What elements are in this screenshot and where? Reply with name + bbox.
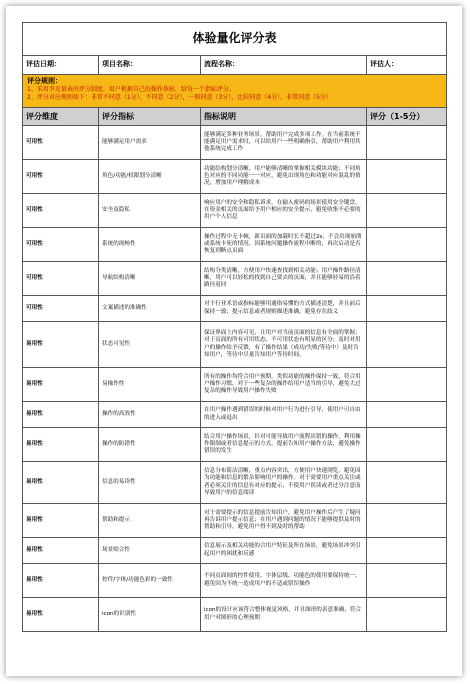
score-input-cell[interactable]	[367, 194, 447, 228]
score-input-cell[interactable]	[367, 538, 447, 564]
metric-cell: 系统的流畅性	[99, 228, 201, 262]
dimension-cell: 易用性	[23, 564, 99, 598]
dimension-cell: 易用性	[23, 538, 99, 564]
dimension-cell: 易用性	[23, 598, 99, 632]
dimension-cell: 易用性	[23, 368, 99, 402]
flow-name-label: 流程名称：	[201, 56, 367, 75]
dimension-cell: 易用性	[23, 462, 99, 504]
table-row	[23, 428, 447, 462]
metric-cell: 角色/功能/权限划分清晰	[99, 160, 201, 194]
dimension-cell: 易用性	[23, 402, 99, 428]
project-name-label: 项目名称：	[99, 56, 201, 75]
description-cell: 保证界面上内容可见，让用户对当前页面的信息有全面的掌握；对于页面的所有可用状态、不可用状态有明显的区分；及时对用户的操作给予反馈，有了操作结果（成功/失败/等待中）及时告知用户，等待中尽量告知用户等待时间。	[201, 322, 367, 368]
metric-cell: icon的识别性	[99, 598, 201, 632]
dimension-cell: 易用性	[23, 428, 99, 462]
table-row	[23, 126, 447, 160]
description-cell: 能够满足多种业务场景，帮助用户完成多项工作。在当前系统不能满足用户需求时，可以给用户一些明确指引，帮助用户利用其他系统完成工作	[201, 126, 367, 160]
score-input-cell[interactable]	[367, 160, 447, 194]
score-input-cell[interactable]	[367, 296, 447, 322]
description-cell: 对于行业术语或指标能够用通俗易懂的方式描述清楚，并且前后保持一致；提示信息或者规则描述准确，避免存在歧义	[201, 296, 367, 322]
description-cell: 功能结构划分清晰，用户能够清晰的掌握相关模块功能；不同角色对应的不同功能一一对应，避免出现角色和功能对应混乱的情况，增加用户理解成本	[201, 160, 367, 194]
score-input-cell[interactable]	[367, 564, 447, 598]
table-row	[23, 402, 447, 428]
description-cell: 响应用户的安全和隐私诉求，在输入密码的场景使用安全键盘，在资金相关的页面给予用户相应的安全提示，避免收集不必要的用户个人信息	[201, 194, 367, 228]
metric-cell: 控件/字体/功能色彩的一致性	[99, 564, 201, 598]
score-table	[22, 22, 447, 632]
table-row	[23, 262, 447, 296]
table-row	[23, 228, 447, 262]
score-input-cell[interactable]	[367, 462, 447, 504]
dimension-cell: 可用性	[23, 194, 99, 228]
table-row	[23, 368, 447, 402]
dimension-cell: 可用性	[23, 296, 99, 322]
score-input-cell[interactable]	[367, 228, 447, 262]
score-input-cell[interactable]	[367, 126, 447, 160]
metric-cell: 状态可见性	[99, 322, 201, 368]
table-row	[23, 564, 447, 598]
description-cell: icon的设计应该符合整体视觉风格，并且图形的表意准确，符合用户对图形的心理预期	[201, 598, 367, 632]
score-input-cell[interactable]	[367, 322, 447, 368]
description-cell: 对于需要提示的信息提前告知用户，避免用户操作后产生了疑问再告诉用户提示信息；在用户遇到问题的情况下能够提供及时的帮助和引导，避免用户得不到及时的帮助	[201, 504, 367, 538]
description-cell: 操作过程中无卡顿，新页面的加载时长不超过2s，不会出现崩溃或系统卡死的情况。因系统问题操作流程中断的，再次启动是否恢复到断点页面	[201, 228, 367, 262]
table-row	[23, 160, 447, 194]
dimension-cell: 易用性	[23, 504, 99, 538]
rules-line-1: 1、采用李克量表的评分制度，用户根据自己的操作体验，给每一个指标评分。	[27, 86, 235, 93]
dimension-cell: 可用性	[23, 160, 99, 194]
score-sheet	[22, 22, 446, 632]
header-description: 指标说明	[201, 108, 367, 126]
header-score: 评分（1-5分）	[367, 108, 447, 126]
score-input-cell[interactable]	[367, 262, 447, 296]
table-row	[23, 322, 447, 368]
table-row	[23, 538, 447, 564]
table-row	[23, 296, 447, 322]
table-row	[23, 598, 447, 632]
header-dimension: 评分维度	[23, 108, 99, 126]
header-metric: 评分指标	[99, 108, 201, 126]
rules-line-2: 2、评分对应规则如下：非常不同意（1分），不同意（2分），一般同意（3分），比较同意（4分），非常同意（5分）	[27, 94, 332, 101]
table-row	[23, 194, 447, 228]
metric-cell: 安全及隐私	[99, 194, 201, 228]
metric-cell: 文案描述的准确性	[99, 296, 201, 322]
metric-cell: 帮助和提示	[99, 504, 201, 538]
scoring-rules	[23, 75, 447, 108]
description-cell: 在用户操作遇到错误的时候对用户行为进行引导，使用户可自由的进入或退出	[201, 402, 367, 428]
dimension-cell: 易用性	[23, 322, 99, 368]
score-input-cell[interactable]	[367, 504, 447, 538]
metric-cell: 操作的防错性	[99, 428, 201, 462]
score-input-cell[interactable]	[367, 402, 447, 428]
description-cell: 结合用户操作场景，针对可能导致用户流程出错的操作，利用操作限制或者信息提示的方式，提前告知用户操作方法，避免操作错误的发生	[201, 428, 367, 462]
rules-title: 评分规则：	[27, 77, 62, 85]
sheet-title: 体验量化评分表	[23, 23, 447, 56]
dimension-cell: 可用性	[23, 262, 99, 296]
metric-cell: 易操作性	[99, 368, 201, 402]
metric-cell: 操作的高效性	[99, 402, 201, 428]
dimension-cell: 可用性	[23, 228, 99, 262]
dimension-cell: 可用性	[23, 126, 99, 160]
description-cell: 信息展示及相关功能的合用户特征及所在场景，避免场景冲突引起用户的困扰和反感	[201, 538, 367, 564]
metric-cell: 导航结构清晰	[99, 262, 201, 296]
metric-cell: 信息的易读性	[99, 462, 201, 504]
score-input-cell[interactable]	[367, 368, 447, 402]
description-cell: 不同页面间的控件使用、字体层级、功能色的使用要保持统一，避免因为不统一造成用户的不适或错误操作	[201, 564, 367, 598]
description-cell: 所有的操作均符合用户预期，类似功能的操作保持一致，符合用户操作习惯，对于一些复杂的操作给用户适当的引导，避免大过复杂的操作导致用户操作失败	[201, 368, 367, 402]
score-input-cell[interactable]	[367, 598, 447, 632]
description-cell: 信息分布简洁清晰，重点内容突出，方便用户快速浏览，避免因为功能和信息的繁杂影响用户的操作。对于需要用户重点关注或者必须关注的信息有对应的提示，不使用户误读或者过分注意而导致用户的信息阅读	[201, 462, 367, 504]
spreadsheet-page	[6, 6, 462, 676]
table-row	[23, 504, 447, 538]
assessment-date-label: 评估日期：	[23, 56, 99, 75]
score-input-cell[interactable]	[367, 428, 447, 462]
evaluator-label: 评估人：	[367, 56, 447, 75]
metric-cell: 场景贴合性	[99, 538, 201, 564]
table-row	[23, 462, 447, 504]
metric-cell: 能够满足用户需求	[99, 126, 201, 160]
description-cell: 结构分类清晰，方便用户快速查找到相关功能；用户操作路径清晰，用户可以轻松的找到自己要去的页面，并且能够轻易的沿着路径返回	[201, 262, 367, 296]
